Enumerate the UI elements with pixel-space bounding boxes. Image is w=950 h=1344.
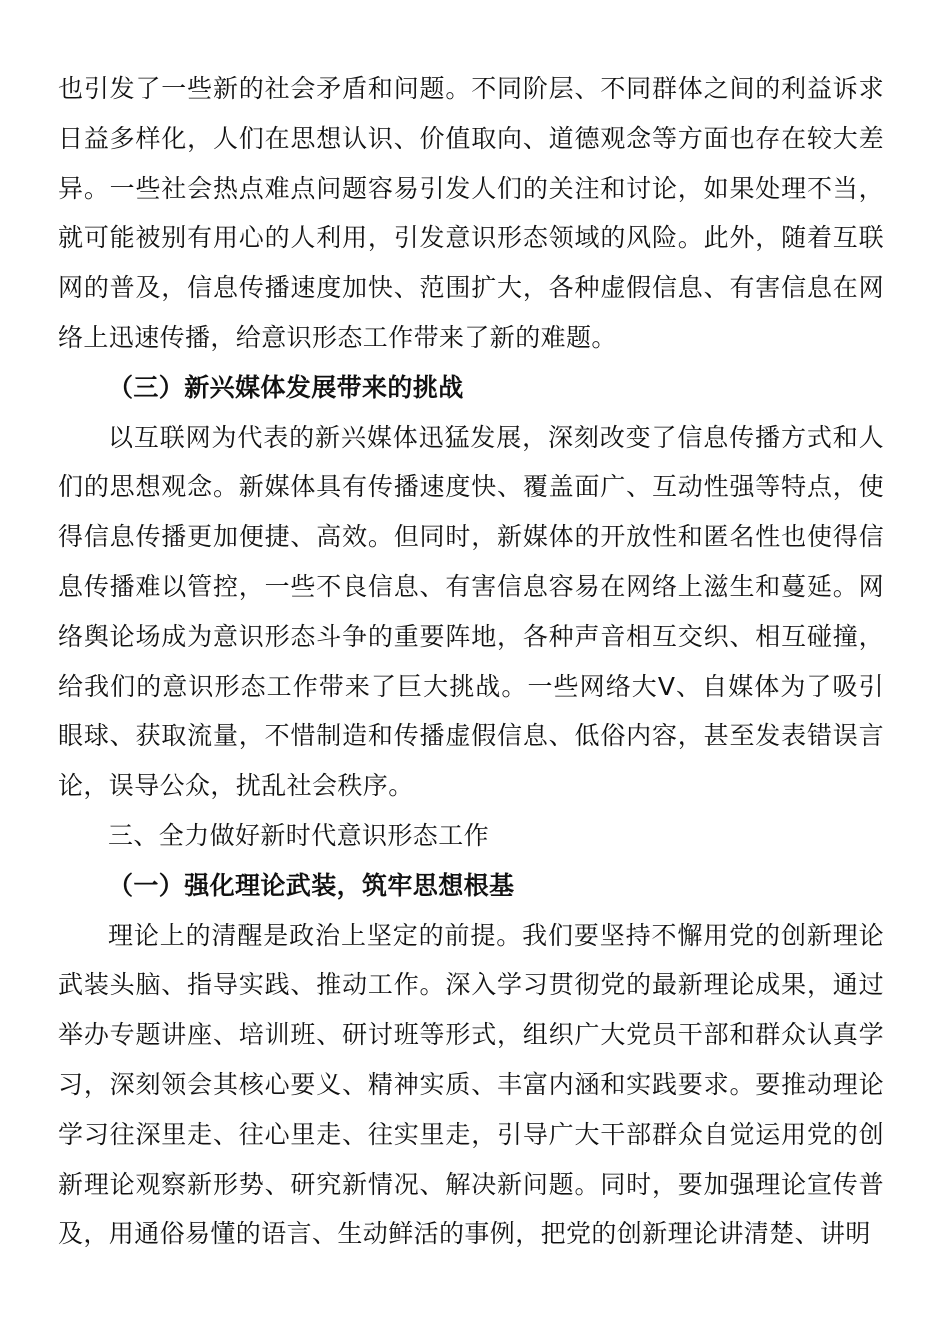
subheading-theory-armament: （一）强化理论武装，筑牢思想根基 <box>108 870 515 900</box>
subheading-new-media-challenges: （三）新兴媒体发展带来的挑战 <box>108 372 464 402</box>
body-paragraph-theory: 理论上的清醒是政治上坚定的前提。我们要坚持不懈用党的创新理论武装头脑、指导实践、推动工作。深入学习贯彻党的最新理论成果，通过举办专题讲座、培训班、研讨班等形式，组织广大党员干部和群众认真学习，深刻领会其核心要义、精神实质、丰富内涵和实践要求。要推动理论学习往深里走、往心里走、往实里走，引导广大干部群众自觉运用党的创新理论观察新形势、研究新情况、解决新问题。同时，要加强理论宣传普及，用通俗易懂的语言、生动鲜活的事例，把党的创新理论讲清楚、讲明 <box>58 920 884 1249</box>
body-paragraph-new-media: 以互联网为代表的新兴媒体迅猛发展，深刻改变了信息传播方式和人们的思想观念。新媒体具有传播速度快、覆盖面广、互动性强等特点，使得信息传播更加便捷、高效。但同时，新媒体的开放性和匿名性也使得信息传播难以管控，一些不良信息、有害信息容易在网络上滋生和蔓延。网络舆论场成为意识形态斗争的重要阵地，各种声音相互交织、相互碰撞，给我们的意识形态工作带来了巨大挑战。一些网络大V、自媒体为了吸引眼球、获取流量，不惜制造和传播虚假信息、低俗内容，甚至发表错误言论，误导公众，扰乱社会秩序。 <box>58 422 884 801</box>
section-heading-ideology-work: 三、全力做好新时代意识形态工作 <box>108 820 490 850</box>
document-page <box>58 64 884 1259</box>
body-paragraph-continued: 也引发了一些新的社会矛盾和问题。不同阶层、不同群体之间的利益诉求日益多样化，人们在思想认识、价值取向、道德观念等方面也存在较大差异。一些社会热点难点问题容易引发人们的关注和讨论，如果处理不当，就可能被别有用心的人利用，引发意识形态领域的风险。此外，随着互联网的普及，信息传播速度加快、范围扩大，各种虚假信息、有害信息在网络上迅速传播，给意识形态工作带来了新的难题。 <box>58 74 884 352</box>
